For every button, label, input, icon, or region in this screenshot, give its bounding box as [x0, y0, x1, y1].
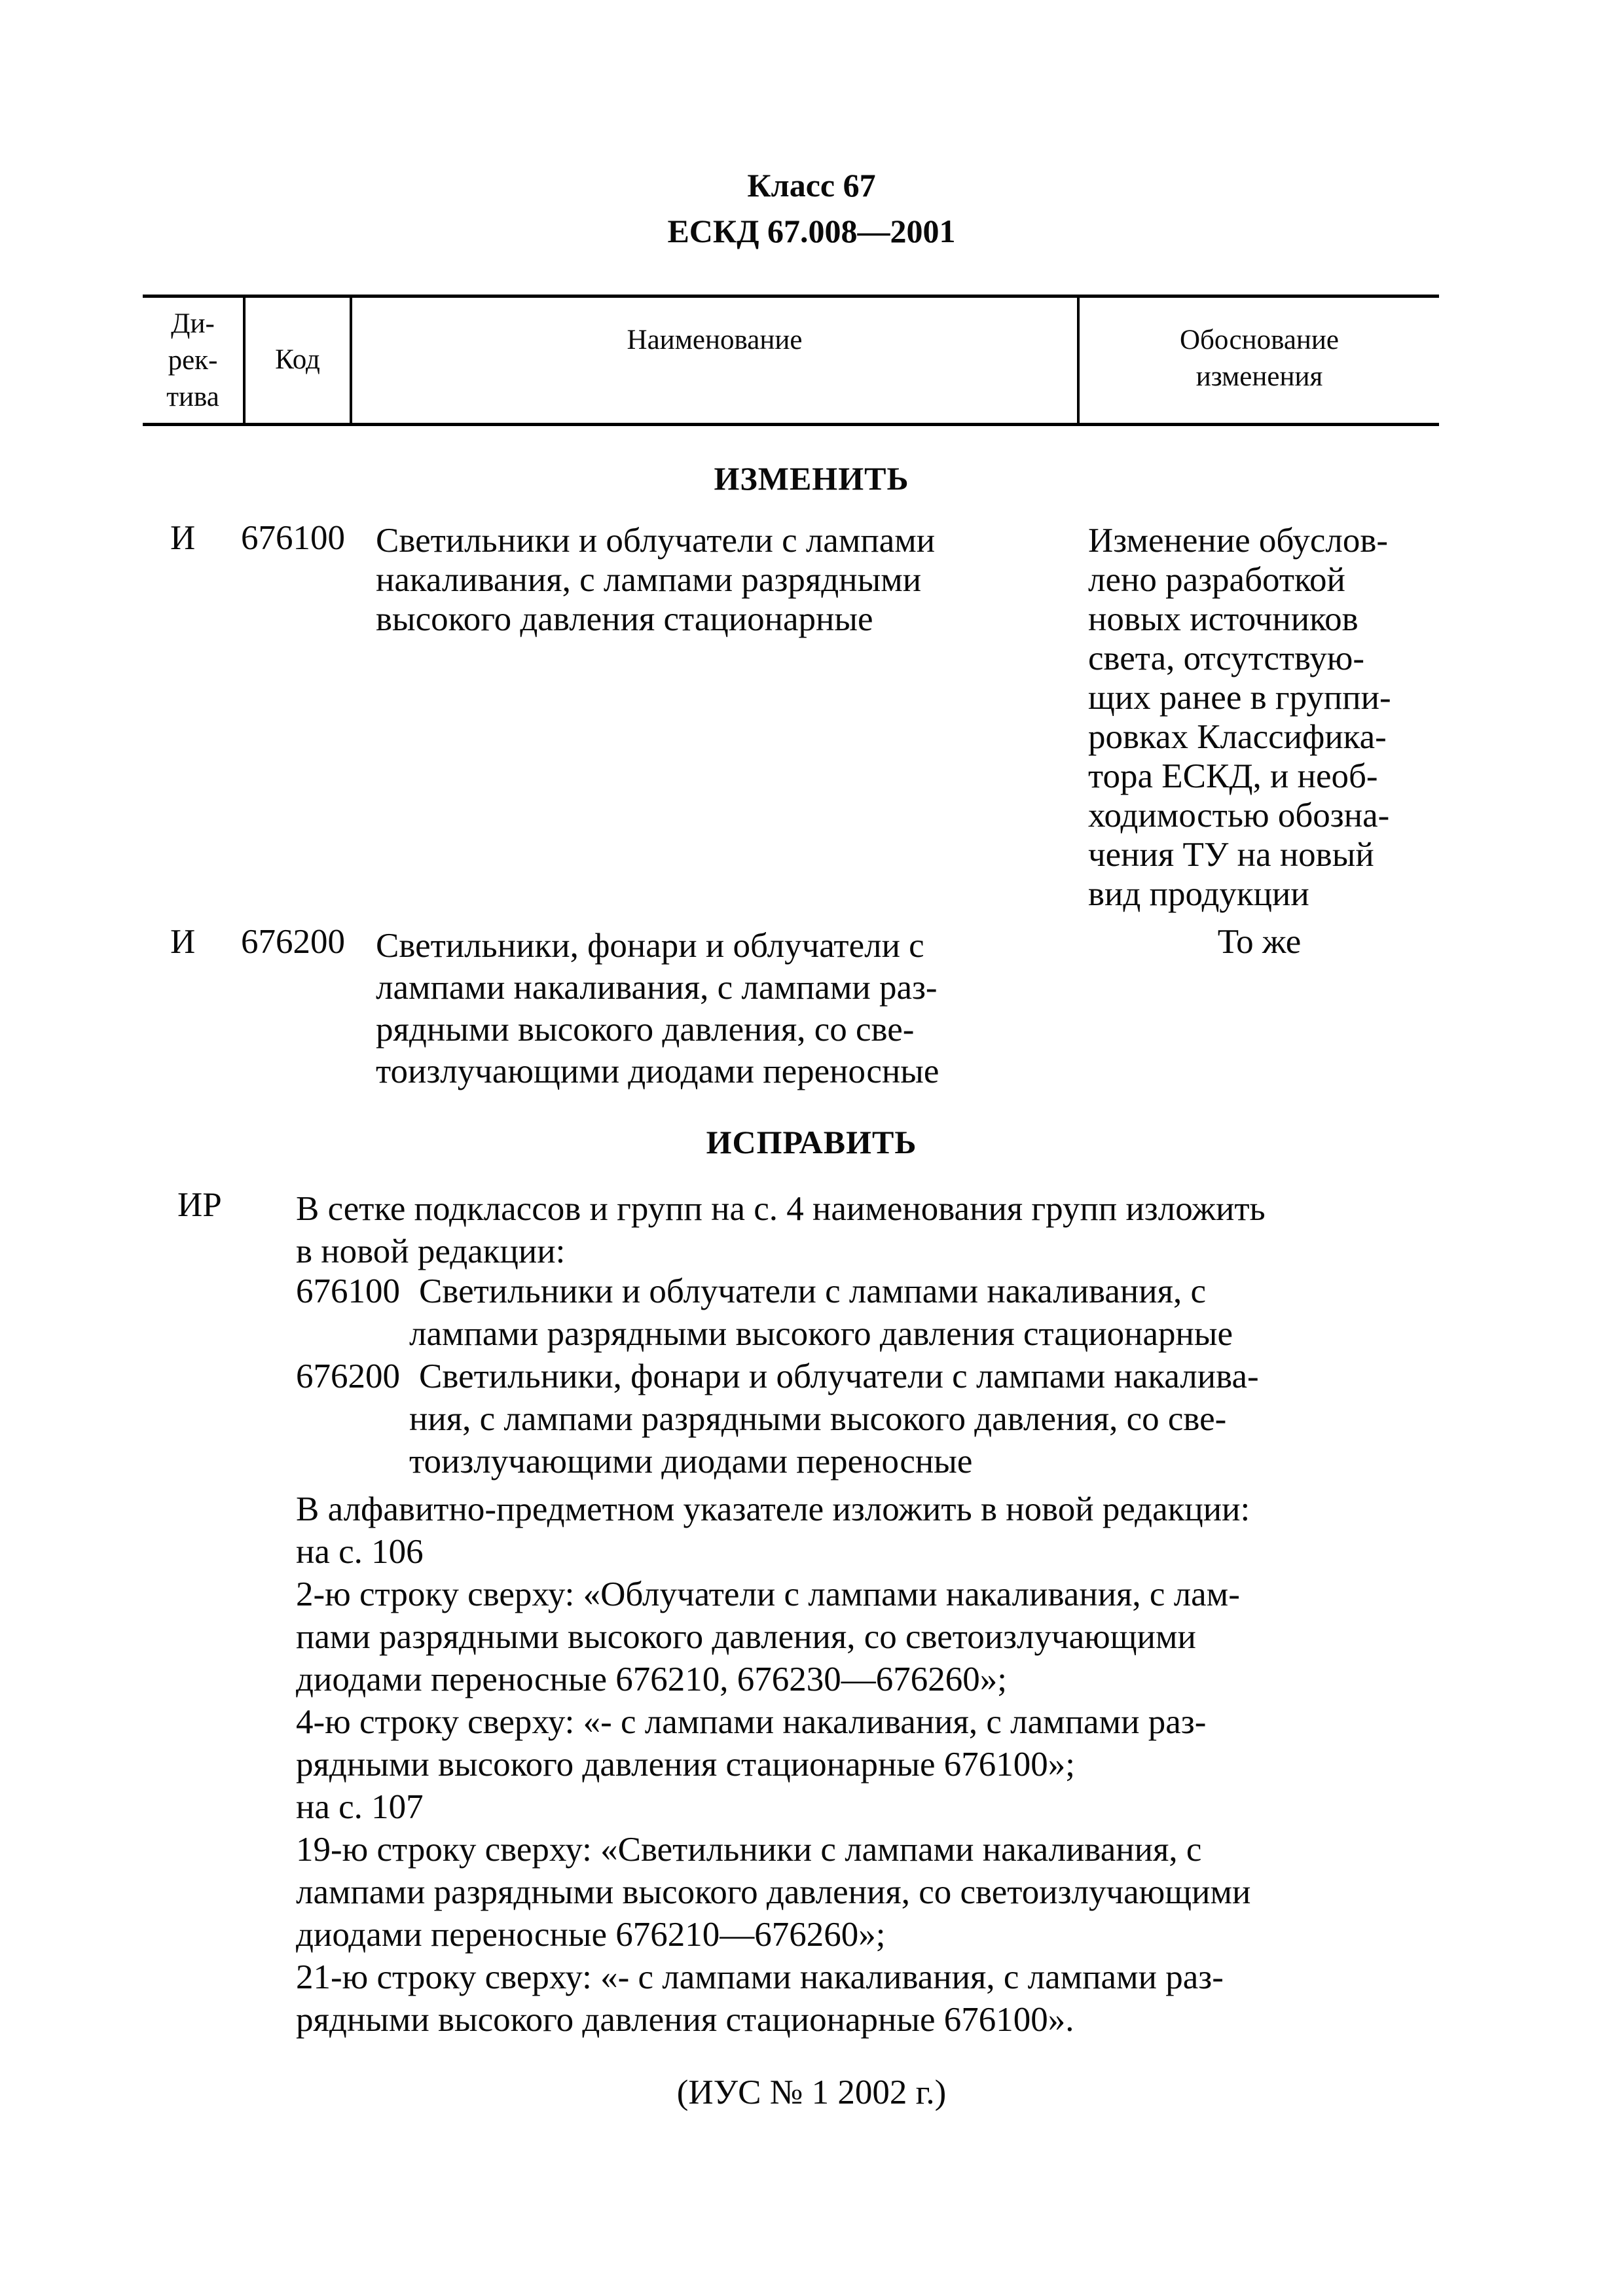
column-header-directive: Ди- рек- тива — [166, 308, 219, 412]
column-header-name: Наименование — [627, 325, 803, 355]
row-reason: То же — [1217, 923, 1302, 961]
row-name: Светильники, фонари и облучатели с лампами накаливания, с лампами раз- рядными высокого давления, со све- тоизлучающими диодами переносные — [376, 927, 939, 1090]
row-code: 676200 — [241, 923, 345, 961]
group-code: 676100 — [296, 1272, 400, 1310]
section-title-change: ИЗМЕНИТЬ — [714, 460, 909, 497]
row-directive: И — [170, 923, 196, 961]
row-directive: И — [170, 519, 196, 557]
row-name: Светильники и облучатели с лампами накаливания, с лампами разрядными высокого давления стационарные — [376, 522, 936, 638]
group-name-line: Светильники и облучатели с лампами накаливания, с — [419, 1272, 1207, 1310]
index-instructions: В алфавитно-предметном указателе изложить в новой редакции: на с. 106 2-ю строку сверху: «Облучатели с лампами накаливания, с лам- пами разрядными высокого давления, со светоизлучающими диодами переносные 676210, 676230—676260»; 4-ю строку сверху: «- с лампами накаливания, с лампами раз- рядными высокого давления стационарные 676100»; на с. 107 19-ю строку сверху: «Светильники с лампами накаливания, с лампами разрядными высокого давления, со светоизлучающими диодами переносные 676210—676260»; 21-ю строку сверху: «- с лампами накаливания, с лампами раз- рядными высокого давления стационарные 676100». — [296, 1490, 1251, 2039]
table-bottom-rule — [143, 423, 1439, 426]
group-code: 676200 — [296, 1357, 400, 1395]
column-divider — [350, 295, 352, 426]
group-name-line: ния, с лампами разрядными высокого давления, со све- — [409, 1400, 1227, 1438]
group-name-line: Светильники, фонари и облучатели с лампами накалива- — [419, 1357, 1259, 1395]
source-reference: (ИУС № 1 2002 г.) — [676, 2073, 947, 2111]
row-reason: Изменение обуслов- лено разработкой новых источников света, отсутствую- щих ранее в группи- ровках Классифика- тора ЕСКД, и необ- ходимостью обозна- чения ТУ на новый вид продукции — [1088, 522, 1391, 913]
column-header-code: Код — [275, 344, 320, 375]
group-name-line: тоизлучающими диодами переносные — [409, 1443, 973, 1480]
group-name-line: лампами разрядными высокого давления стационарные — [409, 1315, 1233, 1353]
class-title: Класс 67 — [747, 167, 876, 204]
document-code: ЕСКД 67.008—2001 — [667, 213, 956, 249]
column-header-reason: Обоснование изменения — [1179, 325, 1340, 392]
section-title-fix: ИСПРАВИТЬ — [706, 1124, 917, 1160]
table-top-rule — [143, 295, 1439, 298]
fix-intro: В сетке подклассов и групп на с. 4 наименования групп изложить в новой редакции: — [296, 1190, 1266, 1270]
fix-directive: ИР — [177, 1186, 222, 1224]
row-code: 676100 — [241, 519, 345, 557]
